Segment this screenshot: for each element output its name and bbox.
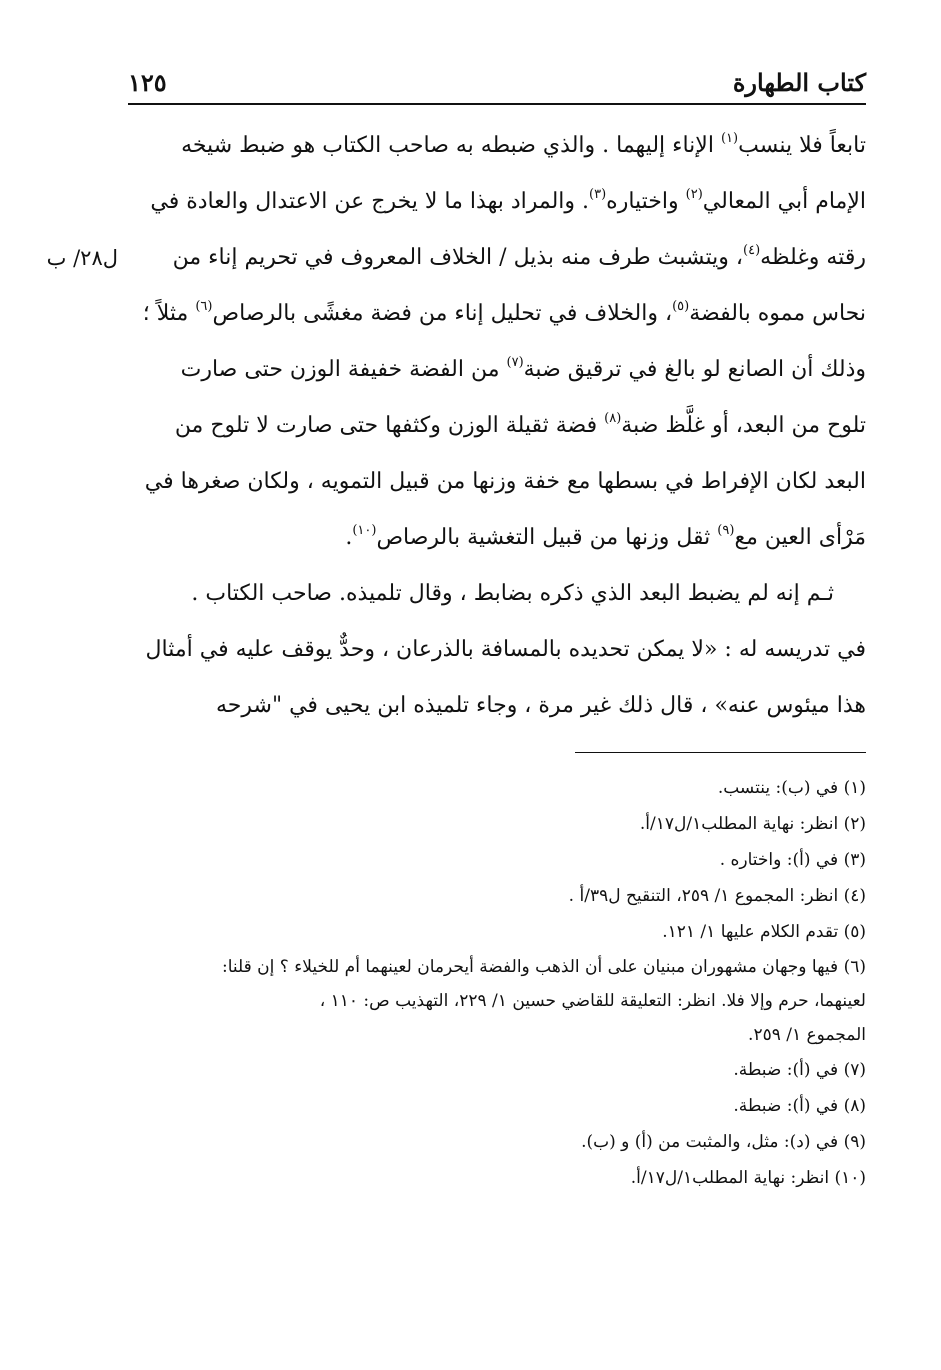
body-line-4: نحاس مموه بالفضة$^{(٥)}$، والخلاف في تحليل إناء من فضة مغشًى بالرصاص$^{(٦)}$ مثلاً ؛ — [142, 298, 866, 326]
footnote-marker-5: (٥) — [672, 298, 690, 314]
footnote-6: (٦) فيها وجهان مشهوران مبنيان على أن الذهب والفضة أيحرمان لعينهما أم للخيلاء ؟ إن قلنا: — [221, 957, 866, 977]
footnote-marker-1: (١) — [720, 130, 739, 146]
body-line-3: رقته وغلظه$^{(٤)}$، ويتشبث طرف منه بذيل / الخلاف المعروف في تحريم إناء من — [172, 242, 866, 270]
footnote-10: (١٠) انظر: نهاية المطلب١/ل١٧/أ. — [630, 1168, 866, 1188]
footnote-1: (١) في (ب): ينتسب. — [717, 778, 866, 798]
body-line-1: تابعاً فلا ينسب$^{(١)}$ الإناء إليهما . والذي ضبطه به صاحب الكتاب هو ضبط شيخه — [181, 130, 866, 158]
footnote-marker-7: (٧) — [506, 354, 524, 370]
footnote-marker-10: (١٠) — [352, 522, 377, 538]
running-head — [128, 64, 866, 100]
header-rule — [128, 103, 866, 105]
footnote-2: (٢) انظر: نهاية المطلب١/ل١٧/أ. — [639, 814, 866, 834]
body-line-7: البعد لكان الإفراط في بسطها مع خفة وزنها من قبيل التمويه ، ولكان صغرها في — [144, 469, 866, 494]
footnote-marker-6: (٦) — [195, 298, 213, 314]
footnote-marker-2: (٢) — [685, 186, 703, 202]
footnote-5: (٥) تقدم الكلام عليها ١/ ١٢١. — [662, 922, 866, 942]
body-line-5: وذلك أن الصانع لو بالغ في ترقيق ضبة$^{(٧)}$ من الفضة خفيفة الوزن حتى صارت — [180, 354, 866, 382]
body-line-8: مَرْأى العين مع$^{(٩)}$ ثقل وزنها من قبيل التغشية بالرصاص$^{(١٠)}$. — [345, 522, 866, 550]
running-title: كتاب الطهارة — [732, 67, 866, 97]
footnote-marker-8: (٨) — [604, 410, 622, 426]
footnote-4: (٤) انظر: المجموع ١/ ٢٥٩، التنقيح ل٣٩/أ . — [568, 886, 866, 906]
body-line-11: هذا ميئوس عنه» ، قال ذلك غير مرة ، وجاء تلميذه ابن يحيى في "شرحه — [216, 693, 866, 718]
footnote-6-continuation-1: لعينهما، حرم وإلا فلا. انظر: التعليقة للقاضي حسين ١/ ٢٢٩، التهذيب ص: ١١٠ ، — [319, 991, 866, 1011]
footnote-marker-3: (٣) — [589, 186, 607, 202]
body-line-10: في تدريسه له : «لا يمكن تحديده بالمسافة بالذرعان ، وحدٌّ يوقف عليه في أمثال — [145, 637, 866, 662]
main-text — [128, 118, 866, 734]
footnote-8: (٨) في (أ): ضبطة. — [733, 1096, 866, 1116]
footnotes — [128, 770, 866, 1196]
body-line-2: الإمام أبي المعالي$^{(٢)}$ واختياره$^{(٣)}$. والمراد بهذا ما لا يخرج عن الاعتدال والعادة في — [150, 186, 866, 214]
body-line-9: ثـم إنه لم يضبط البعد الذي ذكره بضابط ، وقال تلميذه. صاحب الكتاب . — [191, 581, 834, 606]
footnote-separator — [575, 752, 866, 753]
footnote-9: (٩) في (د): مثل، والمثبت من (أ) و (ب). — [581, 1132, 866, 1152]
page-number: ١٢٥ — [128, 67, 167, 97]
margin-manuscript-reference: ل٢٨/ ب — [46, 246, 118, 270]
footnote-6-continuation-2: المجموع ١/ ٢٥٩. — [748, 1025, 866, 1045]
footnote-marker-4: (٤) — [743, 242, 761, 258]
body-line-6: تلوح من البعد، أو غلَّظ ضبة$^{(٨)}$ فضة ثقيلة الوزن وكثفها حتى صارت لا تلوح من — [174, 410, 866, 438]
footnote-marker-9: (٩) — [717, 522, 735, 538]
footnote-7: (٧) في (أ): ضبطة. — [733, 1060, 866, 1080]
footnote-3: (٣) في (أ): واختاره . — [719, 850, 866, 870]
